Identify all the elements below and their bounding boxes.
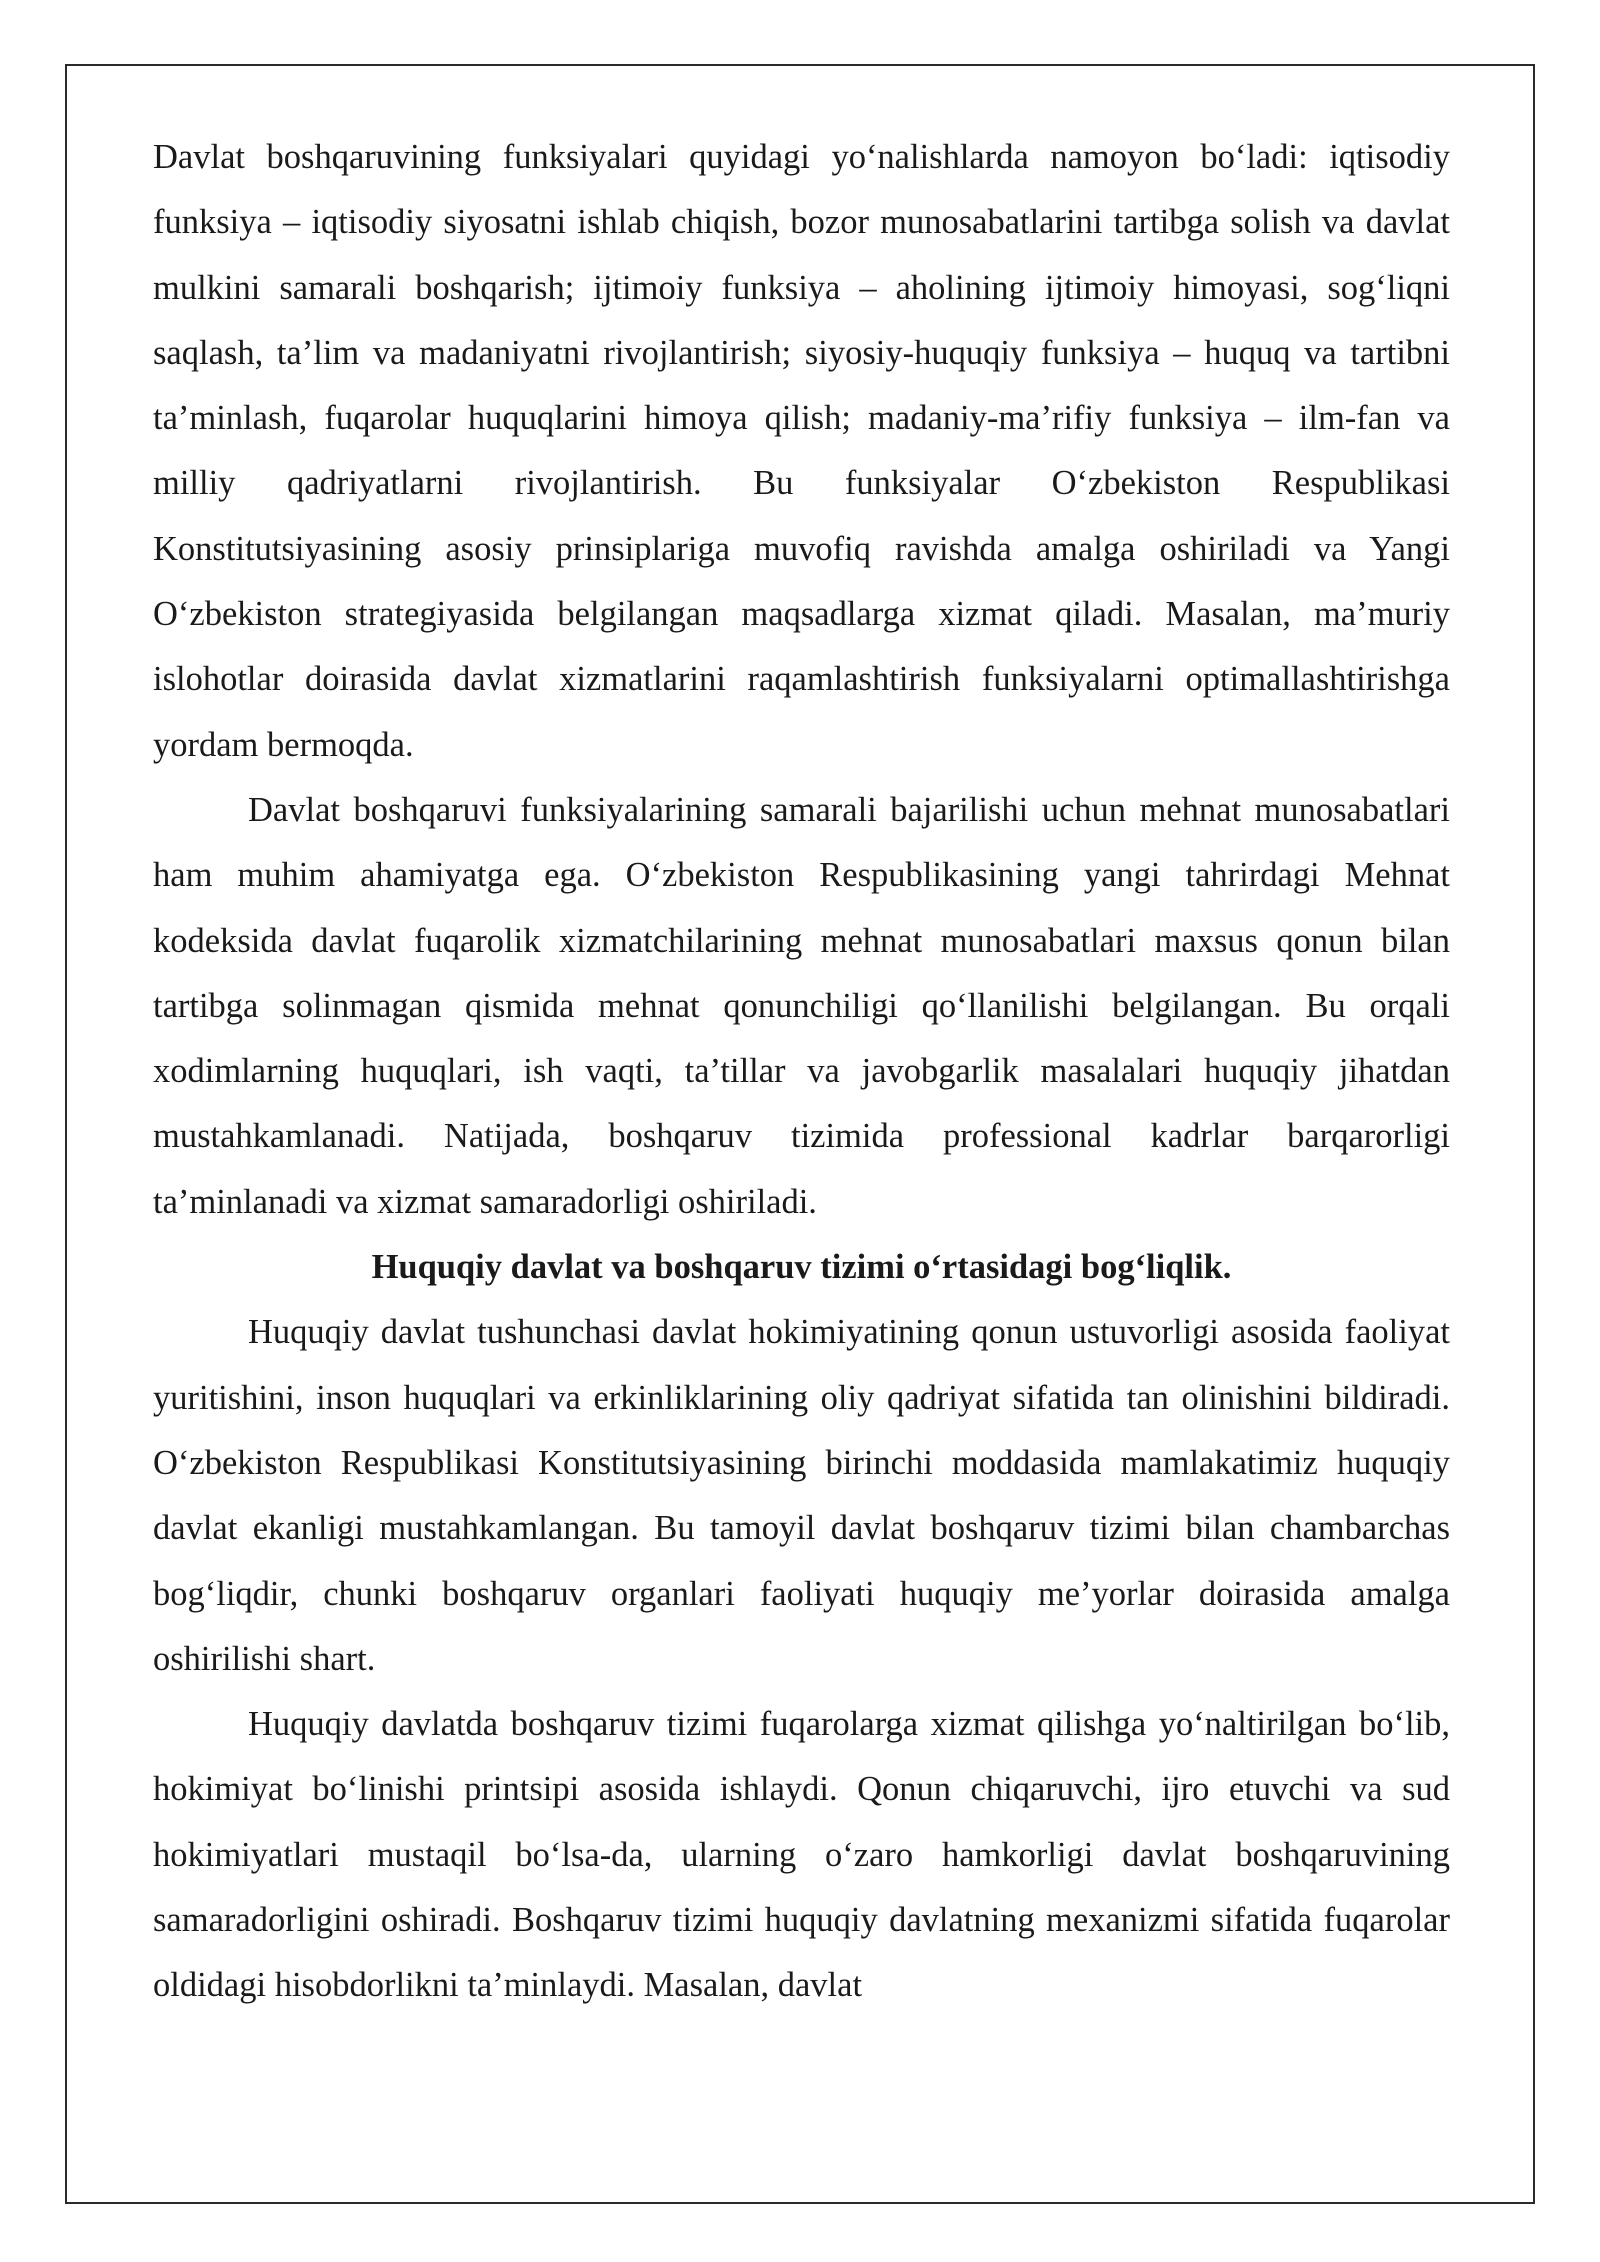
paragraph-governance-system: Huquqiy davlatda boshqaruv tizimi fuqarolarga xizmat qilishga yo‘naltirilgan bo‘lib, hokimiyat bo‘linishi printsipi asosida ishlaydi. Qonun chiqaruvchi, ijro etuvchi va sud hokimiyatlari mustaqil bo‘lsa-da, ularning o‘zaro hamkorligi davlat boshqaruvining samaradorligini oshiradi. Boshqaruv tizimi huquqiy davlatning mexanizmi sifatida fuqarolar oldidagi hisobdorlikni ta’minlaydi. Masalan, davlat [153, 1705, 1450, 2005]
paragraph-rule-of-law: Huquqiy davlat tushunchasi davlat hokimiyatining qonun ustuvorligi asosida faoliyat yuritishini, inson huquqlari va erkinliklarining oliy qadriyat sifatida tan olinishini bildiradi. O‘zbekiston Respublikasi Konstitutsiyasining birinchi moddasida mamlakatimiz huquqiy davlat ekanligi mustahkamlangan. Bu tamoyil davlat boshqaruv tizimi bilan chambarchas bog‘liqdir, chunki boshqaruv organlari faoliyati huquqiy me’yorlar doirasida amalga oshirilishi shart. [153, 1313, 1450, 1678]
section-heading: Huquqiy davlat va boshqaruv tizimi o‘rtasidagi bog‘liqlik. [371, 1248, 1232, 1287]
paragraph-functions: Davlat boshqaruvining funksiyalari quyidagi yo‘nalishlarda namoyon bo‘ladi: iqtisodiy funksiya – iqtisodiy siyosatni ishlab chiqish, bozor munosabatlarini tartibga solish va davlat mulkini samarali boshqarish; ijtimoiy funksiya – aholining ijtimoiy himoyasi, sog‘liqni saqlash, ta’lim va madaniyatni rivojlantirish; siyosiy-huquqiy funksiya – huquq va tartibni ta’minlash, fuqarolar huquqlarini himoya qilish; madaniy-ma’rifiy funksiya – ilm-fan va milliy qadriyatlarni rivojlantirish. Bu funksiyalar O‘zbekiston Respublikasi Konstitutsiyasining asosiy prinsiplariga muvofiq ravishda amalga oshiriladi va Yangi O‘zbekiston strategiyasida belgilangan maqsadlarga xizmat qiladi. Masalan, ma’muriy islohotlar doirasida davlat xizmatlarini raqamlashtirish funksiyalarni optimallashtirishga yordam bermoqda. [153, 138, 1450, 764]
paragraph-labor-relations: Davlat boshqaruvi funksiyalarining samarali bajarilishi uchun mehnat munosabatlari ham muhim ahamiyatga ega. O‘zbekiston Respublikasining yangi tahrirdagi Mehnat kodeksida davlat fuqarolik xizmatchilarining mehnat munosabatlari maxsus qonun bilan tartibga solinmagan qismida mehnat qonunchiligi qo‘llanilishi belgilangan. Bu orqali xodimlarning huquqlari, ish vaqti, ta’tillar va javobgarlik masalalari huquqiy jihatdan mustahkamlanadi. Natijada, boshqaruv tizimida professional kadrlar barqarorligi ta’minlanadi va xizmat samaradorligi oshiriladi. [153, 790, 1450, 1221]
document-body [153, 125, 1450, 2019]
